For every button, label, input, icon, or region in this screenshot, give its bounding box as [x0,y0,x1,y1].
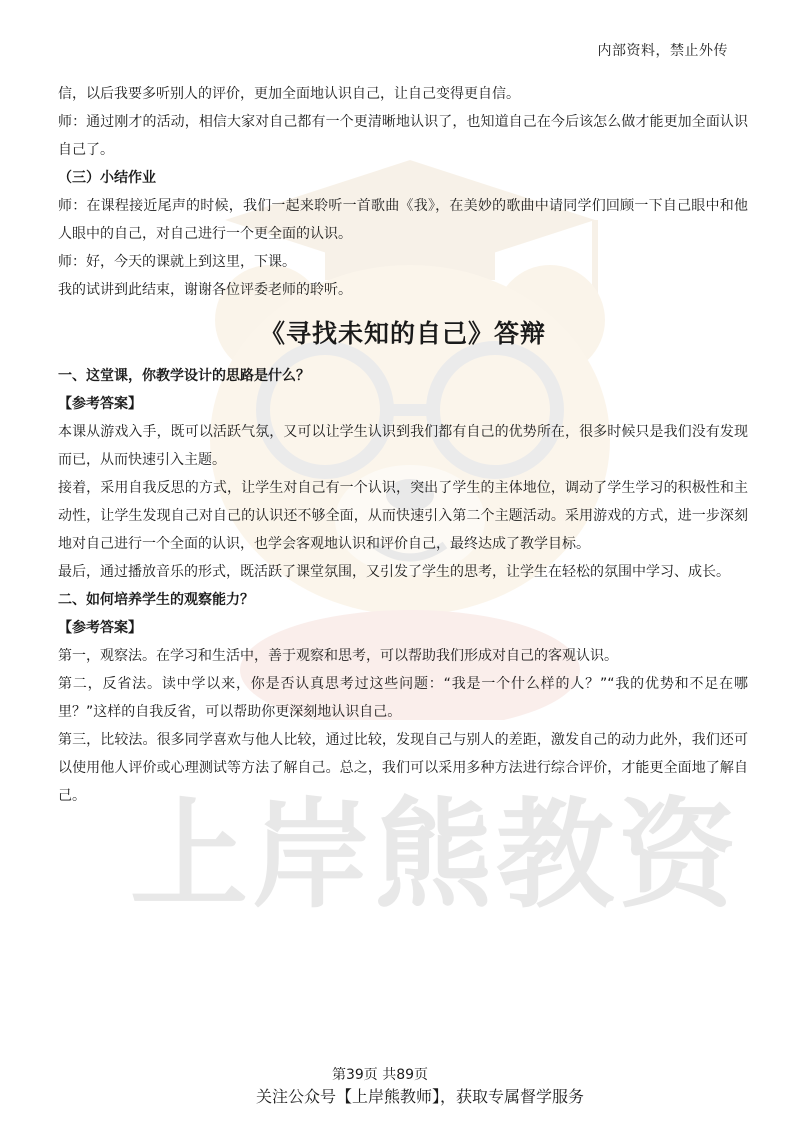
footer-promo: 关注公众号【上岸熊教师】，获取专属督学服务 [255,1087,584,1106]
answer-label: 【参考答案】 [58,620,142,636]
body-paragraph: 师：好，今天的课就上到这里，下课。 [58,254,296,270]
answer-paragraph: 最后，通过播放音乐的形式，既活跃了课堂氛围，又引发了学生的思考，让学生在轻松的氛围中学习、成长。 [58,564,730,580]
section-heading: （三）小结作业 [58,170,156,186]
body-paragraph: 我的试讲到此结束，谢谢各位评委老师的聆听。 [58,282,352,298]
answer-paragraph: 接着，采用自我反思的方式，让学生对自己有一个认识，突出了学生的主体地位，调动了学生学习的积极性和主动性，让学生发现自己对自己的认识还不够全面，从而快速引入第二个主题活动。采用游戏的方式，进一步深刻地对自己进行一个全面的认识，也学会客观地认识和评价自己，最终达成了教学目标。 [58,480,748,552]
confidential-note: 内部资料，禁止外传 [597,43,728,59]
page-number: 第39页 共89页 [331,1067,429,1083]
document-body [58,80,748,810]
answer-paragraph: 第三，比较法。很多同学喜欢与他人比较，通过比较，发现自己与别人的差距，激发自己的动力此外，我们还可以使用他人评价或心理测试等方法了解自己。总之，我们可以采用多种方法进行综合评价，才能更全面地了解自己。 [58,732,748,804]
answer-paragraph: 第二，反省法。读中学以来，你是否认真思考过这些问题：“我是一个什么样的人？”“我的优势和不足在哪里？”这样的自我反省，可以帮助你更深刻地认识自己。 [58,676,748,720]
document-title: 《寻找未知的自己》答辩 [259,319,546,348]
question-heading: 二、如何培养学生的观察能力？ [58,592,254,608]
body-paragraph: 师：通过刚才的活动，相信大家对自己都有一个更清晰地认识了，也知道自己在今后该怎么做才能更加全面认识自己了。 [58,114,748,158]
brand-watermark-text: 上岸熊教资 [130,786,741,924]
answer-paragraph: 第一，观察法。在学习和生活中，善于观察和思考，可以帮助我们形成对自己的客观认识。 [58,648,618,664]
answer-paragraph: 本课从游戏入手，既可以活跃气氛，又可以让学生认识到我们都有自己的优势所在，很多时候只是我们没有发现而已，从而快速引入主题。 [58,424,748,468]
question-heading: 一、这堂课，你教学设计的思路是什么？ [58,368,310,384]
body-paragraph: 师：在课程接近尾声的时候，我们一起来聆听一首歌曲《我》，在美妙的歌曲中请同学们回顾一下自己眼中和他人眼中的自己，对自己进行一个更全面的认识。 [58,198,748,242]
body-paragraph: 信，以后我要多听别人的评价，更加全面地认识自己，让自己变得更自信。 [58,86,520,102]
answer-label: 【参考答案】 [58,396,142,412]
